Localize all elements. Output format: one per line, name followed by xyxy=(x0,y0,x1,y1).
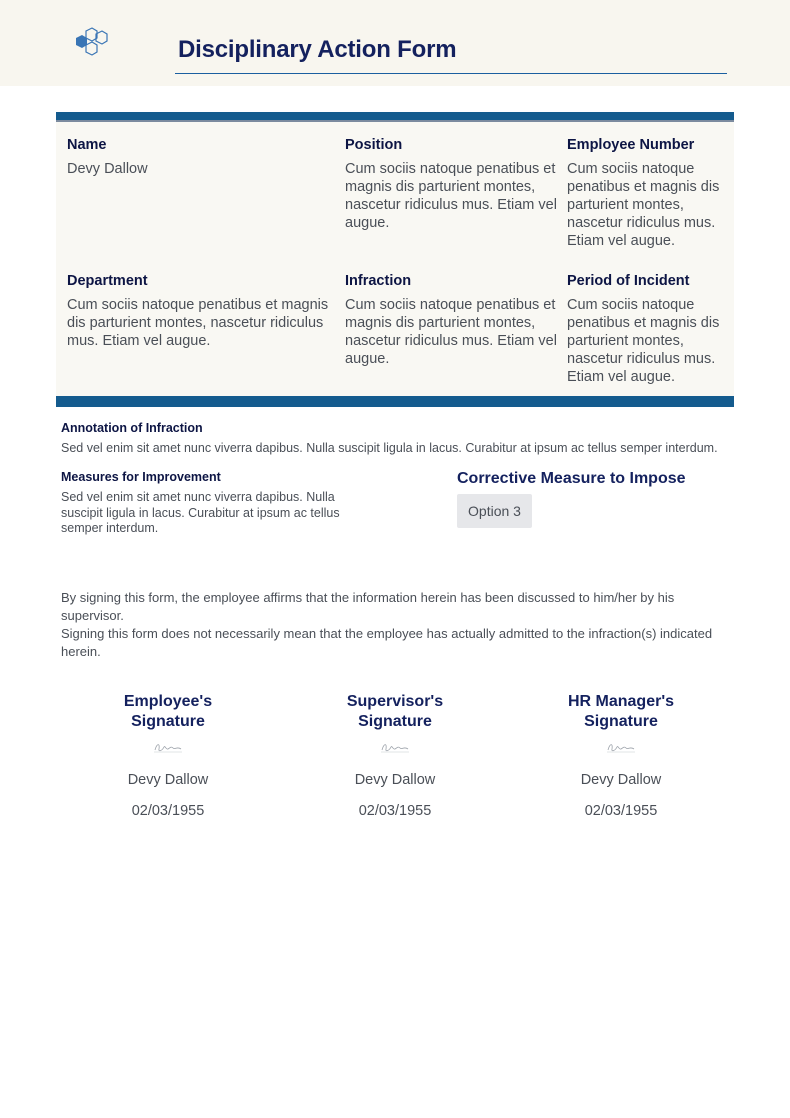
notice-line-1: By signing this form, the employee affirms that the information herein has been discussed to him/her by his supervisor. xyxy=(61,590,675,623)
department-label: Department xyxy=(67,273,148,289)
department-value: Cum sociis natoque penatibus et magnis dis parturient montes, nascetur ridiculus mus. Etiam vel augue. xyxy=(67,297,329,349)
supervisor-signature-block xyxy=(315,692,475,819)
infraction-field xyxy=(345,272,559,368)
signer-name: Devy Dallow xyxy=(127,772,209,788)
signature-image-icon xyxy=(605,739,637,755)
position-field xyxy=(345,136,559,232)
signature-title-line2: Signature xyxy=(131,712,205,730)
notice-line-2: Signing this form does not necessarily mean that the employee has actually admitted to the infraction(s) indicated herein. xyxy=(61,626,713,659)
period-field xyxy=(567,272,727,386)
employee-number-field xyxy=(567,136,727,250)
name-label: Name xyxy=(67,137,107,153)
signature-image-icon xyxy=(152,739,184,755)
signature-title xyxy=(315,692,475,731)
corrective-measure-title: Corrective Measure to Impose xyxy=(457,470,686,487)
bottom-band xyxy=(56,396,734,407)
signature-title-line1: Supervisor's xyxy=(346,693,444,710)
name-value: Devy Dallow xyxy=(67,161,148,177)
infraction-value: Cum sociis natoque penatibus et magnis dis parturient montes, nascetur ridiculus mus. Etiam vel augue. xyxy=(345,297,557,367)
signature-date: 02/03/1955 xyxy=(131,803,205,819)
signature-title-line2: Signature xyxy=(584,712,658,730)
measures-title: Measures for Improvement xyxy=(61,470,221,484)
name-field xyxy=(67,136,335,178)
signature-image-icon xyxy=(379,739,411,755)
signer-name: Devy Dallow xyxy=(580,772,662,788)
hr-manager-signature-block xyxy=(541,692,701,819)
employee-signature-block xyxy=(88,692,248,819)
signature-date: 02/03/1955 xyxy=(358,803,432,819)
annotation-text: Sed vel enim sit amet nunc viverra dapibus. Nulla suscipit ligula in lacus. Curabitur at ipsum ac tellus semper interdum. xyxy=(61,441,718,455)
signer-name: Devy Dallow xyxy=(354,772,436,788)
measures-text: Sed vel enim sit amet nunc viverra dapibus. Nulla suscipit ligula in lacus. Curabitur at ipsum ac tellus semper interdum. xyxy=(61,490,340,535)
position-label: Position xyxy=(345,137,403,153)
signature-title-line1: Employee's xyxy=(123,693,213,710)
signature-title xyxy=(88,692,248,731)
header xyxy=(0,0,790,86)
employee-number-label: Employee Number xyxy=(567,137,695,153)
acknowledgement-notice xyxy=(61,589,721,661)
signature-title-line2: Signature xyxy=(358,712,432,730)
page-title: Disciplinary Action Form xyxy=(178,36,457,63)
corrective-measure-value: Option 3 xyxy=(468,503,521,519)
signature-title-line1: HR Manager's xyxy=(567,693,675,710)
hexagon-logo-icon xyxy=(66,26,116,62)
title-underline xyxy=(175,73,727,74)
employee-number-value: Cum sociis natoque penatibus et magnis dis parturient montes, nascetur ridiculus mus. Etiam vel augue. xyxy=(567,161,720,249)
infraction-label: Infraction xyxy=(345,273,412,289)
top-band xyxy=(56,112,734,122)
period-value: Cum sociis natoque penatibus et magnis dis parturient montes, nascetur ridiculus mus. Etiam vel augue. xyxy=(567,297,720,385)
annotation-title: Annotation of Infraction xyxy=(61,421,203,435)
period-label: Period of Incident xyxy=(567,273,690,289)
position-value: Cum sociis natoque penatibus et magnis dis parturient montes, nascetur ridiculus mus. Etiam vel augue. xyxy=(345,161,557,231)
signature-title xyxy=(541,692,701,731)
corrective-measure-select[interactable] xyxy=(457,494,532,528)
department-field xyxy=(67,272,337,350)
signature-date: 02/03/1955 xyxy=(584,803,658,819)
